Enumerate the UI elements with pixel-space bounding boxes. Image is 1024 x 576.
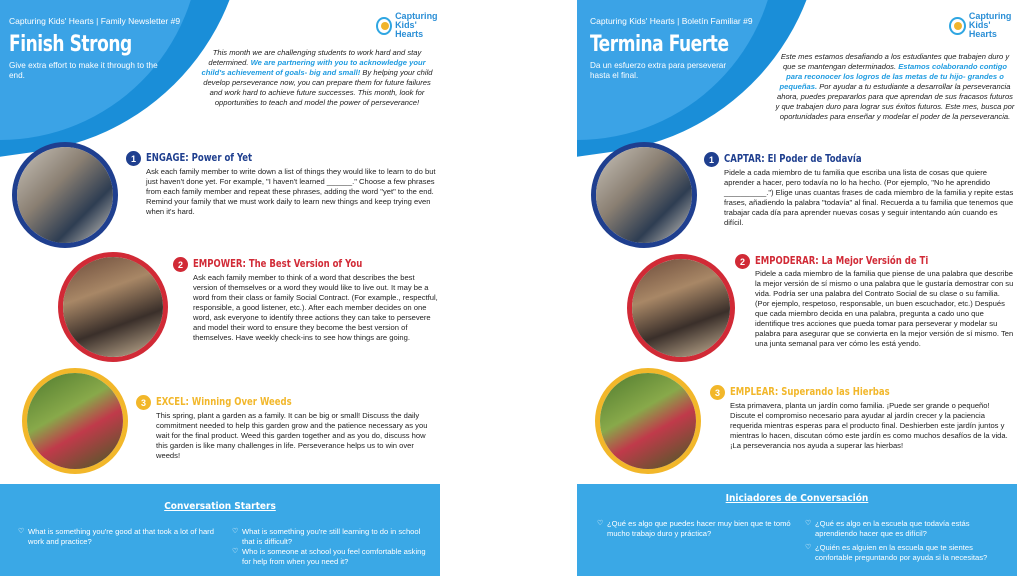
section-3-title: EMPLEAR: Superando las Hierbas bbox=[730, 386, 890, 398]
question-2: ♡ What is something you're still learning to do in school that is difficult? bbox=[232, 527, 421, 546]
section-3-number: 3 bbox=[136, 395, 151, 410]
page-gap bbox=[440, 0, 577, 576]
heart-logo-icon bbox=[949, 17, 966, 35]
newsletter-page-english bbox=[0, 0, 440, 576]
heart-logo-icon bbox=[376, 17, 392, 35]
heart-bullet-icon: ♡ bbox=[232, 528, 239, 535]
question-1: ♡ ¿Qué es algo que puedes hacer muy bien que te tomó mucho trabajo duro y práctica? bbox=[597, 519, 791, 538]
section-2-photo bbox=[58, 252, 168, 362]
section-2-body: Ask each family member to think of a word that describes the best version of themselves or a word they would like to live out. It may be a word from their class or family Social Contract. (For example., respectful, responsible, a good listener, etc.). After each member decides on one word, ask everyone to identify three actions they can take to persevere and model their word to ensure they become the best version of themselves. Have weekly check-ins to see how things are going. bbox=[193, 273, 438, 342]
conversation-starters-panel bbox=[577, 484, 1017, 576]
section-3-photo bbox=[595, 368, 701, 474]
intro-part1: This month we are challenging students to work hard and stay determined. bbox=[208, 48, 422, 67]
section-1-body: Pidele a cada miembro de tu familia que escriba una lista de cosas que quiere aprender a hacer, pero todavía no lo ha hecho. (Por ejemplo, "No he aprendido __________.") Elige unas cuantas frases de cada miembro de la familia y repite estas frases, añadiendo la palabra "todavía" al final. Recuerda a tu familia que tenemos que trabajar cada día para aprender nuevas cosas y seguir intentando aún cuando es difícil. bbox=[724, 168, 1014, 227]
intro-paragraph bbox=[196, 48, 438, 108]
ckh-logo bbox=[376, 12, 440, 39]
section-1-number: 1 bbox=[126, 151, 141, 166]
conversation-starters-title: Conversation Starters bbox=[164, 501, 276, 512]
section-2-number: 2 bbox=[173, 257, 188, 272]
conversation-starters-title: Iniciadores de Conversación bbox=[725, 493, 869, 504]
section-1-body: Ask each family member to write down a list of things they would like to learn to do but just haven't done yet. For example, "I haven't learned ______." Choose a few phrases from each family member and repeat these phrases, adding the word "yet" to the end. Remind your family that we must work daily to learn new things and keep trying even when it's hard. bbox=[146, 167, 436, 216]
heart-bullet-icon: ♡ bbox=[18, 528, 25, 535]
page-title: Finish Strong bbox=[9, 32, 132, 57]
section-3-photo bbox=[22, 368, 128, 474]
ckh-logo bbox=[949, 12, 1017, 39]
logo-line1: Capturing bbox=[968, 11, 1012, 21]
section-3-body: Esta primavera, planta un jardín como familia. ¡Puede ser grande o pequeño! Discute el compromiso necesario para ayudar al jardín crecer y la paciencia requerida mientras esperas para el producto final. Deshierben este jardín juntos y mientras lo hacen, discutan cómo este jardín es como muchos desafíos de la vida. ¡La perseverancia nos ayuda a superar las hierbas! bbox=[730, 401, 1008, 450]
question-3: ♡ Who is someone at school you feel comfortable asking for help from when you need it? bbox=[232, 547, 426, 566]
section-3-number: 3 bbox=[710, 385, 725, 400]
question-1: ♡ What is something you're good at that took a lot of hard work and practice? bbox=[18, 527, 214, 546]
section-2-number: 2 bbox=[735, 254, 750, 269]
heart-bullet-icon: ♡ bbox=[805, 520, 812, 527]
section-2-body: Pidele a cada miembro de la familia que piense de una palabra que describe la mejor versión de sí mismo o una palabra que le gustaría demostrar con su vida. Podría ser una palabra del Contrato Social de su clase o su familia. (Por ejemplo, respetoso, responsable, un buen escuchador, etc.) Después que cada miembro decida en una palabra, pregunta a cado uno que identifique tres acciones que pueda tomar para perseverar y modelar su palabra para asegurar que se convierta en la mejor versión de sí mismo. Ten una junta semanal para ver cómo les está yendo. bbox=[755, 269, 1014, 348]
section-2-title: EMPOWER: The Best Version of You bbox=[193, 258, 363, 270]
logo-line2: Kids' Hearts bbox=[968, 20, 997, 39]
section-1-photo bbox=[12, 142, 118, 248]
heart-bullet-icon: ♡ bbox=[597, 520, 604, 527]
page-subtitle: Give extra effort to make it through to the end. bbox=[9, 61, 158, 80]
intro-highlight: Estamos colaborando contigo para reconocer los logros de las metas de tu hijo- grandes o pequeñas. bbox=[779, 62, 1008, 91]
intro-highlight: We are partnering with you to acknowledge your child's achievement of goals- big and small! bbox=[201, 58, 426, 77]
section-1-title: ENGAGE: Power of Yet bbox=[146, 152, 253, 164]
conversation-starters-panel bbox=[0, 484, 440, 576]
section-1-number: 1 bbox=[704, 152, 719, 167]
newsletter-page-spanish bbox=[577, 0, 1017, 576]
section-2-photo bbox=[627, 254, 735, 362]
section-2-title: EMPODERAR: La Mejor Versión de Ti bbox=[755, 255, 929, 267]
section-3-title: EXCEL: Winning Over Weeds bbox=[156, 396, 292, 408]
heart-bullet-icon: ♡ bbox=[232, 548, 239, 555]
intro-paragraph bbox=[775, 52, 1015, 122]
newsletter-series: Capturing Kids' Hearts | Family Newsletter #9 bbox=[9, 16, 181, 26]
page-title: Termina Fuerte bbox=[590, 32, 729, 57]
logo-line2: Kids' Hearts bbox=[395, 20, 424, 39]
heart-bullet-icon: ♡ bbox=[805, 544, 812, 551]
section-1-photo bbox=[591, 142, 697, 248]
intro-part2: Por ayudar a tu estudiante a desarrollar la perseverancia ahora, puedes prepararlos para que aprendan de sus fracasos futuros y que trabajen duro para lograr sus éxitos futuros. Este mes, busca por oportunidades para enseñar y modelar el poder de la perseverancia. bbox=[775, 82, 1015, 121]
page-subtitle: Da un esfuerzo extra para perseverar hasta el final. bbox=[590, 61, 727, 80]
question-3: ♡ ¿Quién es alguien en la escuela que te sientes confortable preguntando por ayuda si la necesitas? bbox=[805, 543, 988, 562]
question-2: ♡ ¿Qué es algo en la escuela que todavía estás aprendiendo hacer que es difícil? bbox=[805, 519, 970, 538]
logo-line1: Capturing bbox=[395, 11, 438, 21]
section-3-body: This spring, plant a garden as a family. It can be big or small! Discuss the daily commitment needed to help this garden grow and the patience necessary as you wait for the final product. Weed this garden together and as you do, discuss how this garden is like many challenges in life. Perseverance helps us to win over weeds! bbox=[156, 411, 428, 460]
section-1-title: CAPTAR: El Poder de Todavía bbox=[724, 153, 862, 165]
intro-part2: By helping your child develop perseverance now, you can prepare them for future failures and work hard to achieve future successes. This month, look for opportunities to teach and model the power of perseverance! bbox=[203, 68, 433, 107]
intro-part1: Este mes estamos desafiando a los estudiantes que trabajen duro y que se mantengan determinados. bbox=[780, 52, 1010, 71]
newsletter-series: Capturing Kids' Hearts | Boletín Familiar #9 bbox=[590, 16, 753, 26]
